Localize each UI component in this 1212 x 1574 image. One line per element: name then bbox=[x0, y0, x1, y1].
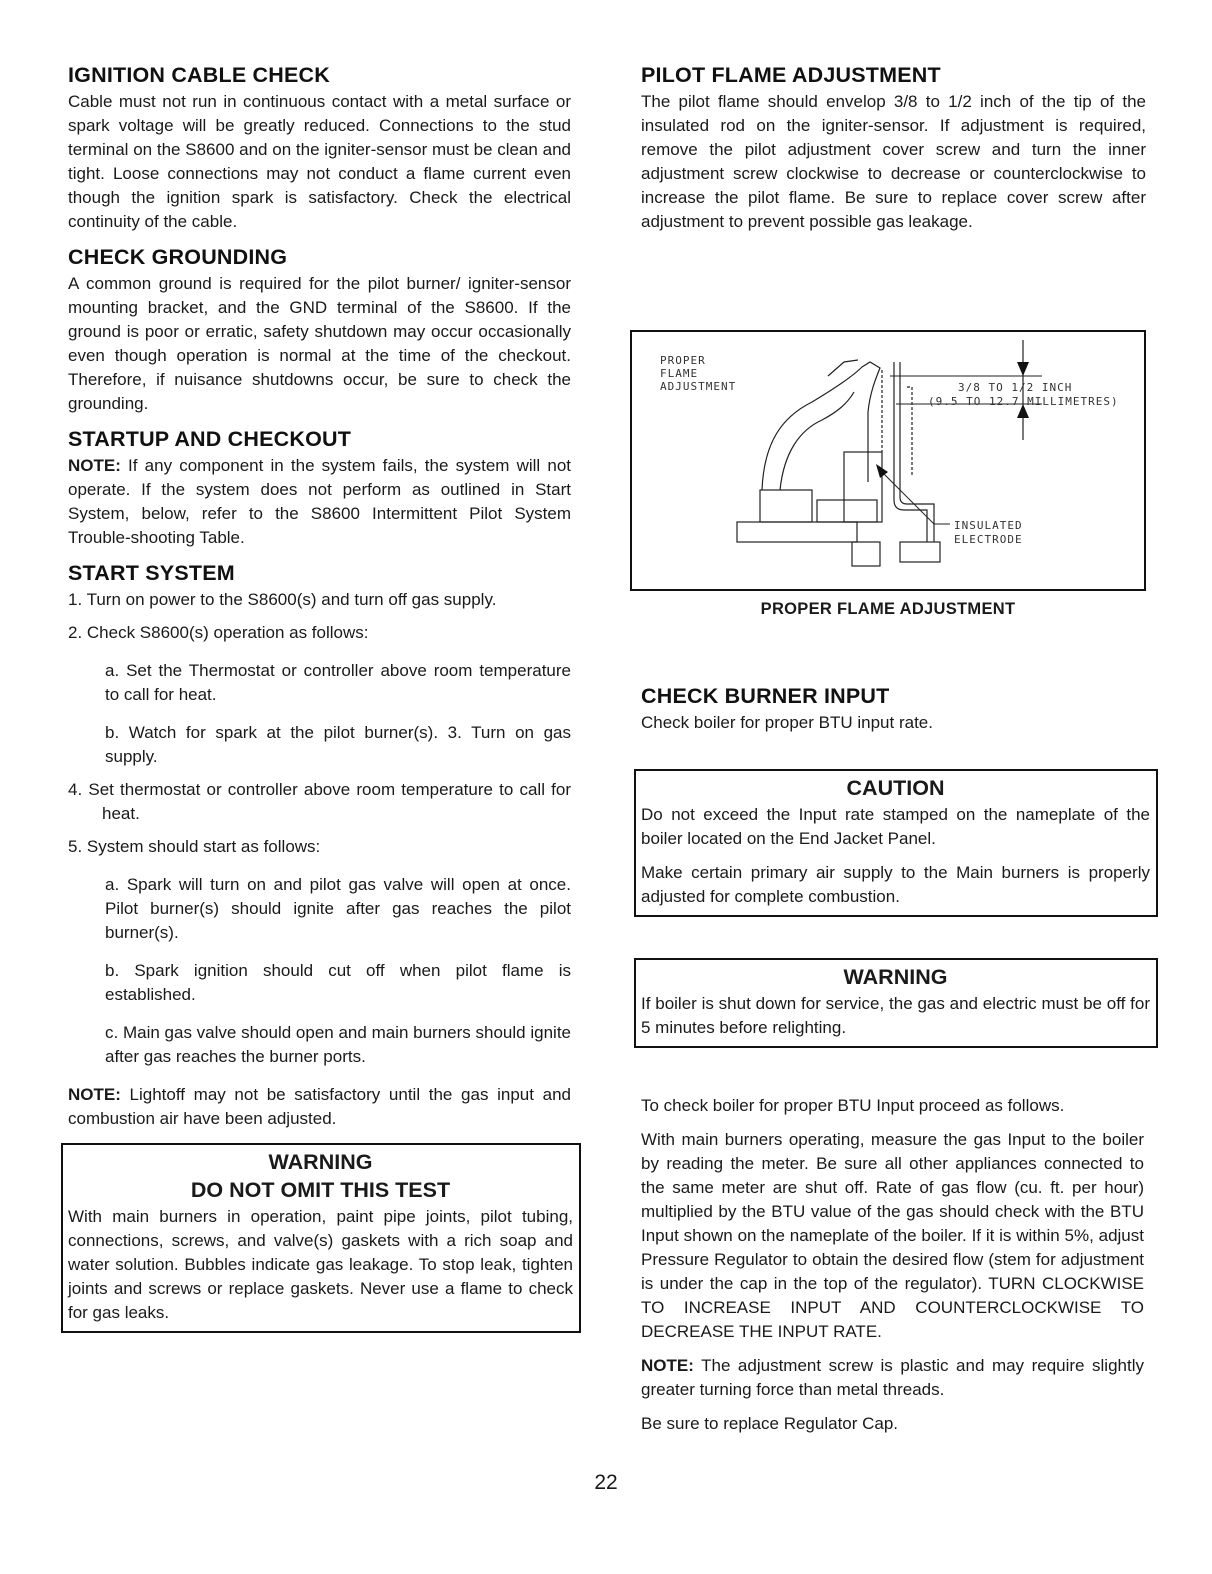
note-label: NOTE: bbox=[68, 456, 121, 475]
warning-title: WARNING bbox=[843, 965, 948, 989]
check-burner-input-heading: CHECK BURNER INPUT bbox=[641, 684, 890, 708]
section-pilot-flame-adjustment bbox=[641, 62, 1146, 234]
step-5: 5. System should start as follows: bbox=[68, 837, 321, 856]
section-check-grounding bbox=[68, 244, 571, 416]
procedure-body: With main burners operating, measure the gas Input to the boiler by reading the meter. Be sure all other appliances connected to the same meter are shut off. Rate of gas flow (cu. ft. per hour) multiplied by the BTU value of the gas should check with the BTU Input shown on the nameplate of the boiler. If it is within 5%, adjust Pressure Regulator to obtain the desired flow (stem for adjustment is under the cap in the top of the regulator). TURN CLOCKWISE TO INCREASE INPUT AND COUNTERCLOCKWISE TO DECREASE THE INPUT RATE. bbox=[641, 1130, 1144, 1341]
note-text: If any component in the system fails, the system will not operate. If the system does not perform as outlined in Start System, below, refer to the S8600 Intermittent Pilot System Trouble-shooting Table. bbox=[68, 456, 571, 547]
btu-procedure bbox=[641, 1094, 1144, 1436]
label-flame: FLAME bbox=[660, 367, 699, 380]
caution-box bbox=[634, 769, 1158, 917]
pilot-stem bbox=[844, 452, 882, 522]
step-5b: b. Spark ignition should cut off when pilot flame is established. bbox=[105, 961, 571, 1004]
note-label: NOTE: bbox=[641, 1356, 694, 1375]
procedure-note bbox=[641, 1354, 1144, 1402]
pilot-flame-diagram bbox=[632, 332, 1144, 589]
proper-flame-adjustment-figure bbox=[630, 330, 1146, 591]
procedure-replace-cap: Be sure to replace Regulator Cap. bbox=[641, 1414, 899, 1433]
page-number: 22 bbox=[594, 1471, 618, 1494]
caution-p2: Make certain primary air supply to the Main burners is properly adjusted for complete combustion. bbox=[641, 863, 1150, 906]
label-insulated: INSULATED bbox=[954, 519, 1023, 532]
startup-note bbox=[68, 454, 571, 550]
label-electrode: ELECTRODE bbox=[954, 533, 1023, 546]
pilot-flame-adjustment-heading: PILOT FLAME ADJUSTMENT bbox=[641, 63, 941, 87]
section-start-system bbox=[68, 560, 571, 1131]
check-burner-input-body: Check boiler for proper BTU input rate. bbox=[641, 713, 933, 732]
section-ignition-cable-check bbox=[68, 62, 571, 234]
section-check-burner-input bbox=[641, 683, 1146, 735]
start-system-heading: START SYSTEM bbox=[68, 561, 235, 585]
note-text: Lightoff may not be satisfactory until the gas input and combustion air have been adjusted. bbox=[68, 1085, 571, 1128]
check-grounding-heading: CHECK GROUNDING bbox=[68, 245, 288, 269]
note-text: The adjustment screw is plastic and may require slightly greater turning force than metal threads. bbox=[641, 1356, 1144, 1399]
pilot-block bbox=[817, 500, 877, 522]
pilot-flame-adjustment-body: The pilot flame should envelop 3/8 to 1/2 inch of the tip of the insulated rod on the igniter-sensor. If adjustment is required, remove the pilot adjustment cover screw and turn the inner adjustment screw clockwise to decrease or counterclockwise to increase the pilot flame. Be sure to replace cover screw after adjustment to prevent possible gas leakage. bbox=[641, 92, 1146, 231]
pilot-hood bbox=[760, 490, 812, 522]
warning-shutdown-box bbox=[634, 958, 1158, 1048]
step-5a: a. Spark will turn on and pilot gas valve will open at once. Pilot burner(s) should ignite after gas reaches the pilot burner(s). bbox=[105, 875, 571, 942]
start-system-note bbox=[68, 1083, 571, 1131]
warning-do-not-omit-box bbox=[61, 1143, 581, 1333]
label-dimension-mm: (9.5 TO 12.7 MILLIMETRES) bbox=[928, 395, 1119, 408]
arrow-down bbox=[1017, 362, 1029, 376]
step-4: 4. Set thermostat or controller above room temperature to call for heat. bbox=[68, 780, 571, 823]
startup-checkout-heading: STARTUP AND CHECKOUT bbox=[68, 427, 352, 451]
step-5c: c. Main gas valve should open and main burners should ignite after gas reaches the burner ports. bbox=[105, 1023, 571, 1066]
flame-outline bbox=[762, 362, 880, 490]
electrode-rod bbox=[894, 362, 927, 542]
check-grounding-body: A common ground is required for the pilot burner/ igniter-sensor mounting bracket, and the GND terminal of the S8600. If the ground is poor or erratic, safety shutdown may occur occasionally even though operation is normal at the time of the checkout. Therefore, if nuisance shutdowns occur, be sure to check the grounding. bbox=[68, 274, 571, 413]
warning-box-body: With main burners in operation, paint pipe joints, pilot tubing, connections, screws, and valve(s) gaskets with a rich soap and water solution. Bubbles indicate gas leakage. To stop leak, tighten joints and screws or replace gaskets. Never use a flame to check for gas leaks. bbox=[68, 1207, 573, 1322]
flame-inner-outline bbox=[780, 392, 854, 490]
label-adjustment: ADJUSTMENT bbox=[660, 380, 737, 393]
warning-body: If boiler is shut down for service, the gas and electric must be off for 5 minutes before relighting. bbox=[641, 994, 1150, 1037]
note-label: NOTE: bbox=[68, 1085, 121, 1104]
step-2: 2. Check S8600(s) operation as follows: bbox=[68, 623, 369, 642]
step-2b: b. Watch for spark at the pilot burner(s). 3. Turn on gas supply. bbox=[105, 723, 571, 766]
figure-caption: PROPER FLAME ADJUSTMENT bbox=[760, 600, 1016, 618]
procedure-intro: To check boiler for proper BTU Input proceed as follows. bbox=[641, 1096, 1065, 1115]
step-2a: a. Set the Thermostat or controller above room temperature to call for heat. bbox=[105, 661, 571, 704]
pilot-base bbox=[737, 522, 857, 542]
step-1: 1. Turn on power to the S8600(s) and turn off gas supply. bbox=[68, 590, 497, 609]
warning-box-subtitle: DO NOT OMIT THIS TEST bbox=[190, 1178, 451, 1202]
insulated-leader bbox=[882, 472, 934, 524]
caution-title: CAUTION bbox=[846, 776, 945, 800]
left-column bbox=[68, 62, 571, 1333]
section-startup-checkout bbox=[68, 426, 571, 550]
label-dimension-inches: 3/8 TO 1/2 INCH bbox=[958, 381, 1073, 394]
right-column bbox=[641, 62, 1146, 244]
ignition-cable-check-body: Cable must not run in continuous contact with a metal surface or spark voltage will be greatly reduced. Connections to the stud terminal on the S8600 and on the igniter-sensor must be clean and tight. Loose connections may not conduct a flame current even though the ignition spark is satisfactory. Check the electrical continuity of the cable. bbox=[68, 92, 571, 231]
caution-p1: Do not exceed the Input rate stamped on the nameplate of the boiler located on the End Jacket Panel. bbox=[641, 805, 1150, 848]
label-proper: PROPER bbox=[660, 354, 706, 367]
warning-box-title: WARNING bbox=[268, 1150, 373, 1174]
ignition-cable-check-heading: IGNITION CABLE CHECK bbox=[68, 63, 330, 87]
electrode-terminal bbox=[900, 542, 940, 562]
